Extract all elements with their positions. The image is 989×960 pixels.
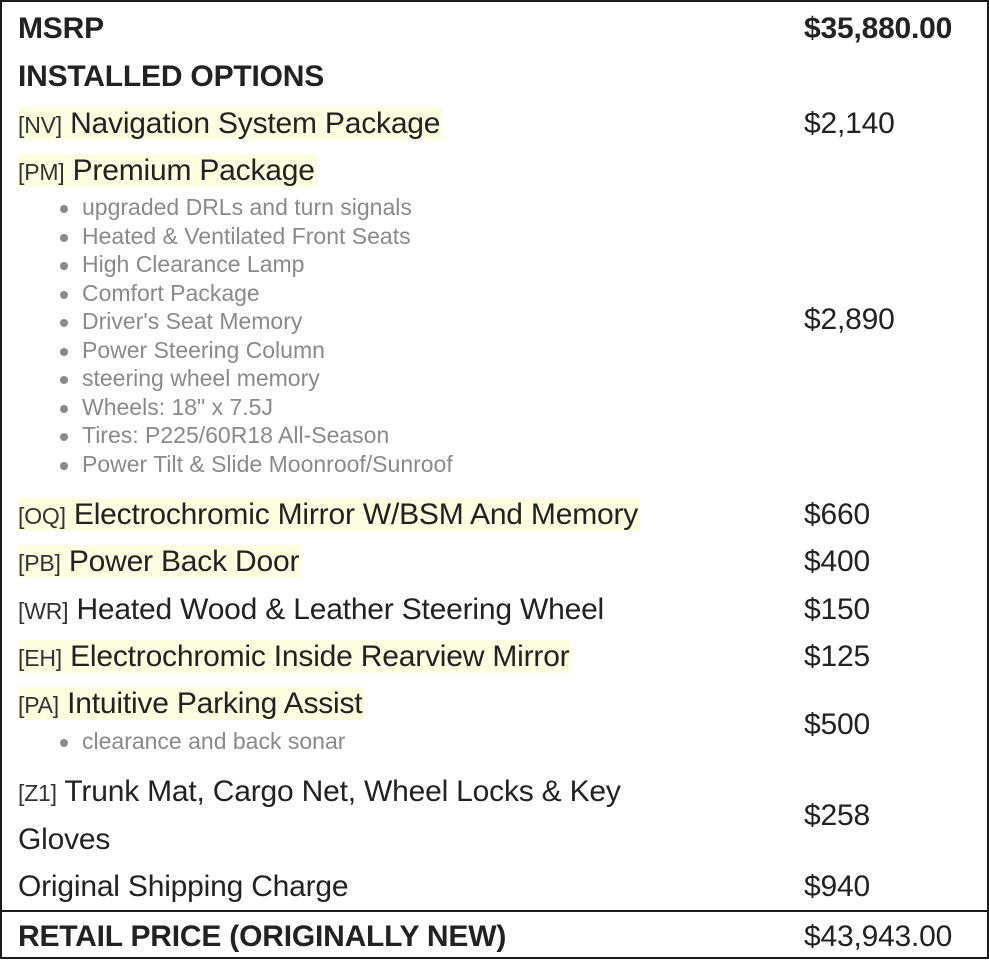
option-code: [EH] — [18, 645, 62, 671]
msrp-value: $35,880.00 — [804, 12, 953, 45]
option-eh — [18, 638, 571, 677]
option-oq — [18, 496, 640, 535]
list-item: steering wheel memory — [56, 364, 453, 393]
list-item: Power Steering Column — [56, 336, 453, 365]
option-name: Navigation System Package — [70, 107, 441, 140]
retail-price-value: $43,943.00 — [804, 920, 953, 953]
total-divider — [2, 910, 987, 912]
premium-package-details — [56, 193, 453, 478]
option-pa-price: $500 — [804, 708, 870, 741]
option-pa — [18, 685, 364, 724]
list-item: upgraded DRLs and turn signals — [56, 193, 453, 222]
option-nv — [18, 105, 442, 144]
option-pb-price: $400 — [804, 545, 870, 578]
option-code: [OQ] — [18, 503, 66, 529]
option-name: Trunk Mat, Cargo Net, Wheel Locks & Key — [64, 775, 621, 808]
shipping-label: Original Shipping Charge — [18, 870, 349, 903]
list-item: Power Tilt & Slide Moonroof/Sunroof — [56, 450, 453, 479]
option-name: Power Back Door — [68, 545, 300, 578]
parking-assist-details — [56, 727, 345, 756]
list-item: Heated & Ventilated Front Seats — [56, 222, 453, 251]
option-z1-name-cont: Gloves — [18, 823, 111, 856]
option-wr — [18, 591, 604, 630]
list-item: Driver's Seat Memory — [56, 307, 453, 336]
option-code: [PM] — [18, 159, 65, 185]
option-nv-price: $2,140 — [804, 107, 895, 140]
option-name: Intuitive Parking Assist — [67, 687, 363, 720]
option-z1 — [18, 773, 621, 812]
list-item: Comfort Package — [56, 279, 453, 308]
list-item: High Clearance Lamp — [56, 250, 453, 279]
option-code: [Z1] — [18, 780, 57, 806]
list-item: Tires: P225/60R18 All-Season — [56, 421, 453, 450]
list-item: clearance and back sonar — [56, 727, 345, 756]
installed-options-heading: INSTALLED OPTIONS — [18, 60, 325, 93]
msrp-label: MSRP — [18, 12, 104, 45]
option-pb — [18, 543, 301, 582]
shipping-value: $940 — [804, 870, 870, 903]
option-pm-price: $2,890 — [804, 303, 895, 336]
option-code: [NV] — [18, 112, 62, 138]
retail-price-label: RETAIL PRICE (ORIGINALLY NEW) — [18, 920, 507, 953]
option-oq-price: $660 — [804, 498, 870, 531]
option-eh-price: $125 — [804, 640, 870, 673]
option-z1-price: $258 — [804, 799, 870, 832]
option-name: Electrochromic Mirror W/BSM And Memory — [73, 498, 639, 531]
option-name: Electrochromic Inside Rearview Mirror — [70, 640, 570, 673]
option-name: Heated Wood & Leather Steering Wheel — [76, 593, 605, 626]
option-code: [WR] — [18, 598, 69, 624]
option-code: [PA] — [18, 692, 59, 718]
list-item: Wheels: 18" x 7.5J — [56, 393, 453, 422]
option-wr-price: $150 — [804, 593, 870, 626]
option-pm — [18, 152, 317, 191]
option-code: [PB] — [18, 550, 61, 576]
option-name: Premium Package — [72, 154, 315, 187]
